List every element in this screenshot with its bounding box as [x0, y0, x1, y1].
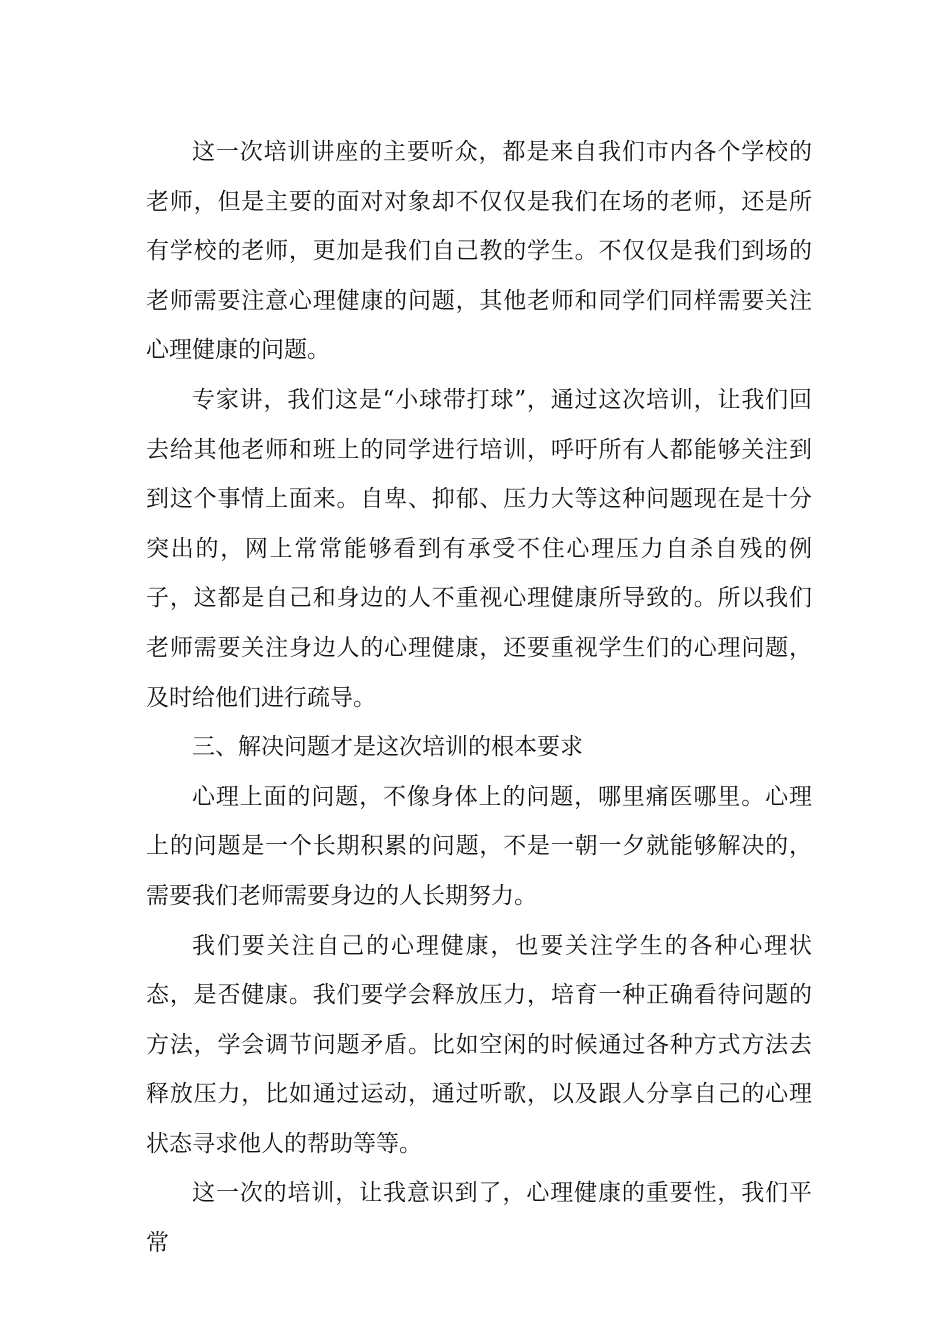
paragraph-self-care: 我们要关注自己的心理健康，也要关注学生的各种心理状态，是否健康。我们要学会释放压力，培育一种正确看待问题的方法，学会调节问题矛盾。比如空闲的时候通过各种方式方法去释放压力，比如通过运动，通过听歌，以及跟人分享自己的心理状态寻求他人的帮助等等。	[146, 932, 812, 1157]
paragraph-audience: 这一次培训讲座的主要听众，都是来自我们市内各个学校的老师，但是主要的面对对象却不仅仅是我们在场的老师，还是所有学校的老师，更加是我们自己教的学生。不仅仅是我们到场的老师需要注意心理健康的问题，其他老师和同学们同样需要关注心理健康的问题。	[146, 139, 812, 364]
document-body	[146, 128, 812, 1269]
paragraph-expert-advice: 专家讲，我们这是“小球带打球”，通过这次培训，让我们回去给其他老师和班上的同学进行培训，呼吁所有人都能够关注到到这个事情上面来。自卑、抑郁、压力大等这种问题现在是十分突出的，网上常常能够看到有承受不住心理压力自杀自残的例子，这都是自己和身边的人不重视心理健康所导致的。所以我们老师需要关注身边人的心理健康，还要重视学生们的心理问题，及时给他们进行疏导。	[146, 386, 812, 711]
paragraph-long-term-effort: 心理上面的问题，不像身体上的问题，哪里痛医哪里。心理上的问题是一个长期积累的问题，不是一朝一夕就能够解决的，需要我们老师需要身边的人长期努力。	[146, 783, 812, 909]
paragraph-conclusion: 这一次的培训，让我意识到了，心理健康的重要性，我们平常	[146, 1180, 812, 1257]
section-heading: 三、解决问题才是这次培训的根本要求	[192, 734, 583, 761]
